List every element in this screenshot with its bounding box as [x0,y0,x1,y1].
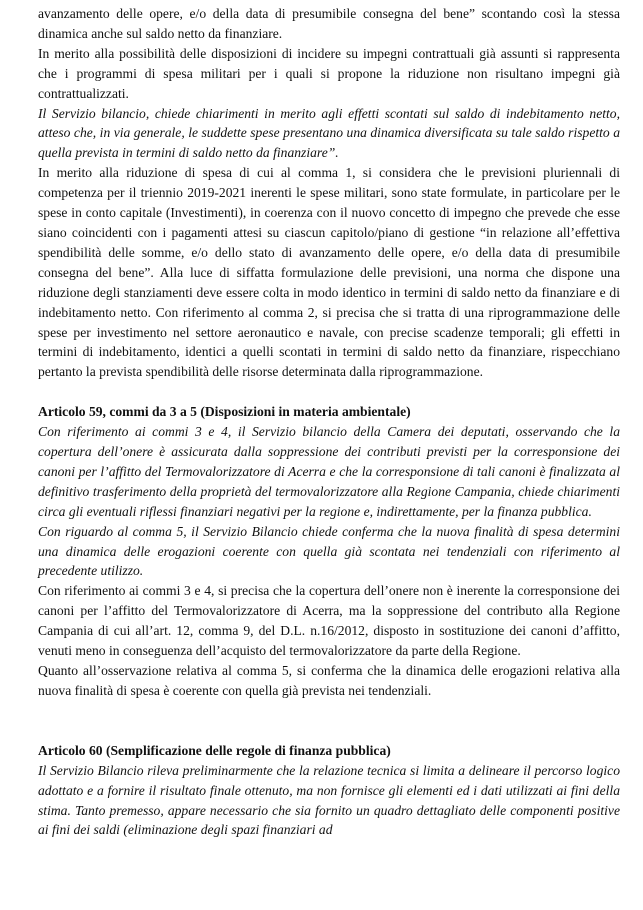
paragraph-request-articolo-60: Il Servizio Bilancio rileva preliminarmente che la relazione tecnica si limita a delineare il percorso logico adottato e a fornire il risultato finale ottenuto, ma non fornisce gli elementi ed i dati utilizzati ai fini della stima. Tanto premesso, appare necessario che sia fornito un quadro dettagliato delle componenti positive ai fini dei saldi (eliminazione degli spazi finanziari ad [38,762,620,838]
paragraph-response-commi-3-4: Con riferimento ai commi 3 e 4, si precisa che la copertura dell’onere non è inerente la corresponsione dei canoni per l’affitto del Termovalorizzatore di Acerra, ma la soppressione del contributo alla Regione Campania di cui all’art. 12, comma 9, del D.L. n.16/2012, disposto in sostituzione dei canoni d’affitto, venuti meno in conseguenza dell’acquisto del termovalorizzatore da parte della Regione. [38,583,620,659]
paragraph-response-comma-1: In merito alla riduzione di spesa di cui al comma 1, si considera che le previsioni pluriennali di competenza per il triennio 2019-2021 inerenti le spese militari, sono state formulate, in particolare per le spese in conto capitale (Investimenti), in coerenza con il nuovo concetto di impegno che prevede che esse siano coincidenti con i pagamenti attesi su ciascun capitolo/piano di gestione “in relazione all’effettiva spendibilità delle somme, e/o dello stato di avanzamento delle opere, e/o della data di presumibile consegna del bene”. Alla luce di siffatta formulazione delle previsioni, una norma che dispone una riduzione degli stanziamenti deve essere colta in modo identico in termini di saldo netto da finanziare e di indebitamento netto. Con riferimento al comma 2, si precisa che si tratta di una riprogrammazione delle spese per investimento nel settore aeronautico e navale, con precise scadenze temporali; gli effetti in termini di indebitamento, identici a quelli scontati in termini di saldo netto da finanziare, rispecchiano pertanto la prevista spendibilità delle risorse determinata dalla riprogrammazione. [38,165,620,380]
paragraph-servizio-bilancio-request: Il Servizio bilancio, chiede chiarimenti in merito agli effetti scontati sul saldo di indebitamento netto, atteso che, in via generale, le suddette spese presentano una dinamica diversificata su tale saldo rispetto a quella prevista in termini di saldo netto da finanziare”. [38,105,620,161]
paragraph-impegni-contrattuali: In merito alla possibilità delle disposizioni di incidere su impegni contrattuali già assunti si rappresenta che i programmi di spesa militari per i quali si propone la riduzione non risultano impegni già contrattualizzati. [38,45,620,101]
document-page [38,4,620,840]
paragraph-response-comma-5: Quanto all’osservazione relativa al comma 5, si conferma che la dinamica delle erogazioni relativa alla nuova finalità di spesa è coerente con quella già prevista nei tendenziali. [38,663,620,698]
heading-articolo-59: Articolo 59, commi da 3 a 5 (Disposizioni in materia ambientale) [38,404,411,420]
paragraph-continuation: avanzamento delle opere, e/o della data di presumibile consegna del bene” scontando così la stessa dinamica anche sul saldo netto da finanziare. [38,6,620,41]
paragraph-request-comma-5: Con riguardo al comma 5, il Servizio Bilancio chiede conferma che la nuova finalità di spesa determini una dinamica delle erogazioni coerente con quella già scontata nei tendenziali con riferimento al precedente utilizzo. [38,523,620,579]
heading-articolo-60: Articolo 60 (Semplificazione delle regole di finanza pubblica) [38,742,391,758]
paragraph-request-commi-3-4: Con riferimento ai commi 3 e 4, il Servizio bilancio della Camera dei deputati, osservando che la copertura dell’onere è assicurata dalla soppressione dei contributi previsti per la corresponsione dei canoni per l’affitto del Termovalorizzatore di Acerra e che la corresponsione di tali canoni è finalizzata al definitivo trasferimento della proprietà del termovalorizzatore alla Regione Campania, chiede chiarimenti circa gli eventuali riflessi finanziari negativi per la regione e, indirettamente, per la finanza pubblica. [38,424,620,519]
